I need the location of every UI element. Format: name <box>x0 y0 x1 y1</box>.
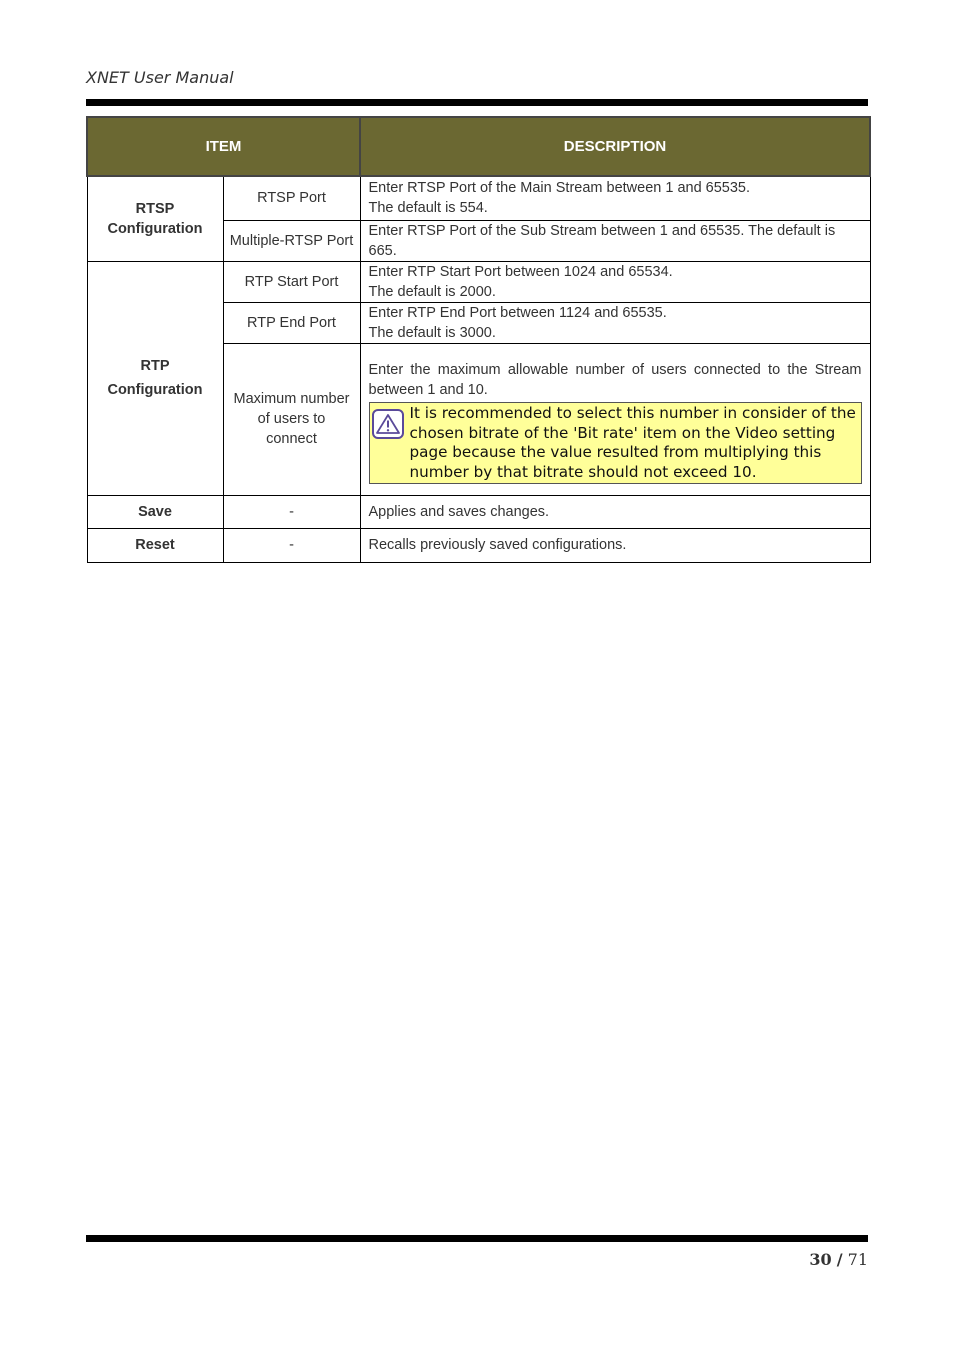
notice-box <box>369 402 862 484</box>
group-label-line: RTP <box>140 358 170 374</box>
group-rtsp-configuration <box>87 176 223 261</box>
page-number <box>809 1250 868 1269</box>
column-header-description: DESCRIPTION <box>360 117 870 176</box>
table-row <box>87 261 870 302</box>
group-label-line: RTSP <box>135 200 175 217</box>
group-label-line: Configuration <box>107 220 203 237</box>
item-save: Save <box>87 495 223 528</box>
description-line: The default is 3000. <box>368 324 496 341</box>
sub-item-reset: - <box>223 528 360 562</box>
table-row <box>87 176 870 220</box>
sub-item-rtsp-port: RTSP Port <box>223 176 360 220</box>
page-separator: / <box>836 1250 843 1269</box>
description-cell <box>360 176 870 220</box>
notice-text: It is recommended to select this number in consider of the chosen bitrate of the 'Bit rate' item on the Video setting page because the value resulted from multiplying this number by that bitrate should not exceed 10. <box>409 404 856 481</box>
sub-item-maximum-users: Maximum number of users to connect <box>223 343 360 495</box>
sub-item-rtp-start-port: RTP Start Port <box>223 261 360 302</box>
warning-triangle-icon <box>372 409 404 439</box>
description-cell <box>360 220 870 261</box>
page-current: 30 <box>809 1250 832 1269</box>
sub-item-multiple-rtsp-port: Multiple-RTSP Port <box>223 220 360 261</box>
description-line: The default is 2000. <box>368 283 496 300</box>
description-cell: Recalls previously saved configurations. <box>360 528 870 562</box>
document-title: XNET User Manual <box>86 68 234 87</box>
description-cell <box>360 302 870 343</box>
settings-table <box>86 116 871 563</box>
page-total: 71 <box>847 1250 868 1269</box>
item-reset: Reset <box>87 528 223 562</box>
footer-rule <box>86 1235 868 1242</box>
sub-item-save: - <box>223 495 360 528</box>
description-line: Enter the maximum allowable number of users connected to the Stream between 1 and 10. <box>368 362 862 398</box>
description-cell: Applies and saves changes. <box>360 495 870 528</box>
description-line: The default is 554. <box>368 200 488 217</box>
description-cell <box>360 343 870 495</box>
sub-item-rtp-end-port: RTP End Port <box>223 302 360 343</box>
description-line: Enter RTSP Port of the Main Stream between 1 and 65535. <box>368 180 751 197</box>
group-rtp-configuration <box>87 261 223 495</box>
table-row <box>87 528 870 562</box>
table-header-row <box>87 117 870 176</box>
group-label-line: Configuration <box>107 382 203 398</box>
header-rule <box>86 99 868 106</box>
column-header-item: ITEM <box>87 117 360 176</box>
table-row <box>87 495 870 528</box>
description-line: Enter RTP Start Port between 1024 and 65534. <box>368 263 673 280</box>
description-cell <box>360 261 870 302</box>
description-line: Enter RTP End Port between 1124 and 65535. <box>368 304 667 321</box>
description-line: Enter RTSP Port of the Sub Stream between 1 and 65535. The default is 665. <box>368 222 836 259</box>
